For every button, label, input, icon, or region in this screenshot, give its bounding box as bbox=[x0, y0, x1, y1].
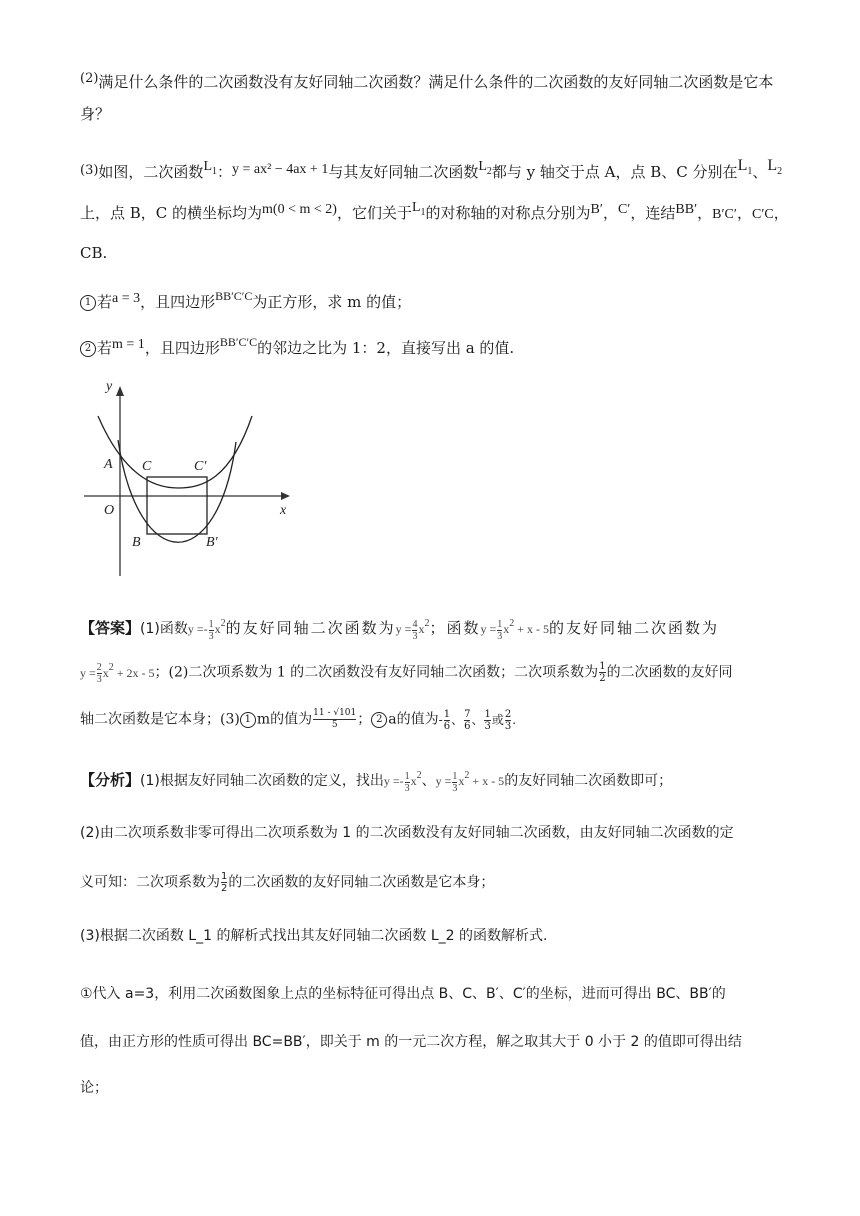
q2-text-end: 身？ bbox=[80, 105, 111, 123]
l2-symbol: $L_2$ bbox=[478, 159, 492, 177]
q3-line2-a: 上，点 B，C 的横坐标均为 bbox=[80, 204, 263, 222]
q3-sep: 、 bbox=[752, 163, 768, 181]
circled-2: 2 bbox=[80, 341, 96, 357]
analysis-line-6: 值，由正方形的性质可得出 BC=BB′，即关于 m 的一元二次方程，解之取其大于 0 小于 2 的值即可得出结 bbox=[80, 1034, 742, 1050]
answer-f2: y = $\frac{1}{3}$ $x^2 + x - 5$ bbox=[480, 618, 549, 642]
q2-line-2 bbox=[80, 104, 790, 124]
answer-f1: y =- $\frac{1}{3}$ $x^2$ bbox=[187, 618, 226, 642]
label-y: y bbox=[106, 379, 113, 394]
m-value: $\frac{11 - √101}{5}$ bbox=[313, 708, 357, 730]
q3-equation: y = ax² − 4ax + 1 bbox=[232, 162, 329, 177]
q3-line-2: 上，点 B，C 的横坐标均为m(0 < m < 2)，它们关于$L_1$的对称轴的对称点分别为B′，C′，连结BB′，B′C′，C′C， bbox=[80, 200, 789, 222]
analysis-line-2: (2)由二次项系数非零可得出二次项系数为 1 的二次函数没有友好同轴二次函数，由友好同轴二次函数的定 bbox=[80, 825, 734, 841]
analysis-line-3: 义可知：二次项系数为 $\frac{1}{2}$ 的二次函数的友好同轴二次函数是它本身； bbox=[80, 871, 495, 894]
analysis-half: $\frac{1}{2}$ bbox=[221, 871, 228, 894]
l1-symbol-3: $L_1$ bbox=[411, 200, 426, 218]
sub1-condition: a = 3 bbox=[112, 291, 141, 306]
segment-bpcp: B′C′ bbox=[712, 207, 737, 222]
analysis-f2: y = $\frac{1}{3}$ $x^2 + x - 5$ bbox=[435, 770, 505, 794]
l2-symbol-2: $L_2$ bbox=[767, 157, 783, 177]
label-x: x bbox=[280, 503, 287, 518]
q3-number: (3) bbox=[80, 163, 99, 178]
answer-circled-2: 2 bbox=[371, 712, 387, 728]
y-axis-arrow bbox=[116, 386, 124, 396]
analysis-line-7: 论； bbox=[80, 1080, 108, 1096]
q3-line-3 bbox=[80, 243, 790, 263]
point-cp: C′ bbox=[617, 202, 631, 217]
label-bp: B′ bbox=[206, 535, 218, 550]
q2-line-1 bbox=[80, 72, 790, 94]
sub1-line: 1 若a = 3，且四边形$^{BB'C'C}$为正方形，求 m 的值； bbox=[80, 292, 790, 314]
answer-f1-friend: y = $\frac{4}{3}$ $x^2$ bbox=[395, 618, 430, 642]
q3-text-b: 与其友好同轴二次函数 bbox=[328, 163, 479, 181]
q2-number: (2) bbox=[80, 71, 99, 86]
q3-line2-d: ，连结 bbox=[630, 204, 676, 222]
analysis-f1: y =- $\frac{1}{3}$ $x^2$ bbox=[383, 770, 422, 794]
segment-cpc: C′C bbox=[751, 207, 774, 222]
m-range: m(0 < m < 2) bbox=[262, 202, 337, 217]
label-a: A bbox=[104, 457, 113, 472]
label-o: O bbox=[104, 503, 115, 518]
answer-line-1: 【答案】(1)函数y =- $\frac{1}{3}$ $x^2$的友好同轴二次函数为y = $\frac{4}{3}$ $x^2$；函数y = $\frac{1}{3}$ $x^2 + x - 5$的友好同轴二次函数为 bbox=[80, 618, 720, 642]
analysis-tag: 【分析】 bbox=[80, 771, 141, 789]
point-bp: B′ bbox=[590, 202, 603, 217]
q3-text-c: 都与 y 轴交于点 A，点 B、C 分别在 bbox=[491, 163, 738, 181]
parabola-l2 bbox=[118, 440, 236, 542]
l1-symbol: $L_1$ bbox=[203, 159, 217, 177]
parabola-figure bbox=[84, 376, 296, 580]
sub1-quad: BB′C′C bbox=[215, 289, 253, 303]
answer-line-3: 轴二次函数是它本身；(3) 1 m的值为 $\frac{11 - √101}{5}$ ； 2 a的值为- $\frac{1}{6}$ 、 $\frac{7}{6}$ 、 $\frac{1}{3}$ 或 $\frac{2}{3}$ . bbox=[80, 708, 517, 732]
q3-line-1 bbox=[80, 157, 790, 185]
analysis-line-4: (3)根据二次函数 L_1 的解析式找出其友好同轴二次函数 L_2 的函数解析式. bbox=[80, 928, 548, 944]
circled-1: 1 bbox=[80, 295, 96, 311]
label-cp: C′ bbox=[194, 459, 207, 474]
sub2-line: 2 若m = 1，且四边形$^{BB'C'C}$的邻边之比为 1：2，直接写出 a 的值. bbox=[80, 338, 790, 360]
x-axis-arrow bbox=[281, 492, 290, 500]
answer-f2-friend: y = $\frac{2}{3}$ $x^2 + 2x - 5$ bbox=[80, 661, 155, 686]
answer-circled-1: 1 bbox=[240, 712, 256, 728]
analysis-line-1: 【分析】(1)根据友好同轴二次函数的定义，找出y =- $\frac{1}{3}$ $x^2$、y = $\frac{1}{3}$ $x^2 + x - 5$的友好同轴二次函数即可； bbox=[80, 770, 673, 794]
q3-line2-c: 的对称轴的对称点分别为 bbox=[425, 204, 591, 222]
answer-line-2: y = $\frac{2}{3}$ $x^2 + 2x - 5$；(2)二次项系数为 1 的二次函数没有友好同轴二次函数；二次项系数为 $\frac{1}{2}$ 的二次函数的友好同 bbox=[80, 661, 733, 686]
sub2-quad: BB′C′C bbox=[219, 335, 258, 349]
l1-symbol-2: $L_1$ bbox=[737, 157, 753, 177]
q2-text: 满足什么条件的二次函数没有友好同轴二次函数？满足什么条件的二次函数的友好同轴二次函数是它本 bbox=[98, 73, 774, 91]
a-values: - $\frac{1}{6}$ 、 $\frac{7}{6}$ 、 $\frac{1}{3}$ 或 $\frac{2}{3}$ . bbox=[438, 708, 517, 732]
q3-colon: ： bbox=[217, 163, 233, 181]
sub2-condition: m = 1 bbox=[112, 337, 145, 352]
answer-tag: 【答案】 bbox=[80, 619, 141, 637]
q3-line2-b: ，它们关于 bbox=[336, 204, 412, 222]
answer-l1-a: (1)函数 bbox=[140, 621, 188, 637]
label-c: C bbox=[142, 459, 152, 474]
q3-text-a: 如图，二次函数 bbox=[98, 163, 204, 181]
label-b: B bbox=[132, 535, 141, 550]
segment-cb: CB. bbox=[80, 244, 108, 262]
segment-bbp: BB′ bbox=[675, 202, 698, 217]
analysis-line-5: ①代入 a=3，利用二次函数图象上点的坐标特征可得出点 B、C、B′、C′的坐标，进而可得出 BC、BB′的 bbox=[80, 986, 726, 1002]
half-fraction: $\frac{1}{2}$ bbox=[599, 661, 606, 684]
